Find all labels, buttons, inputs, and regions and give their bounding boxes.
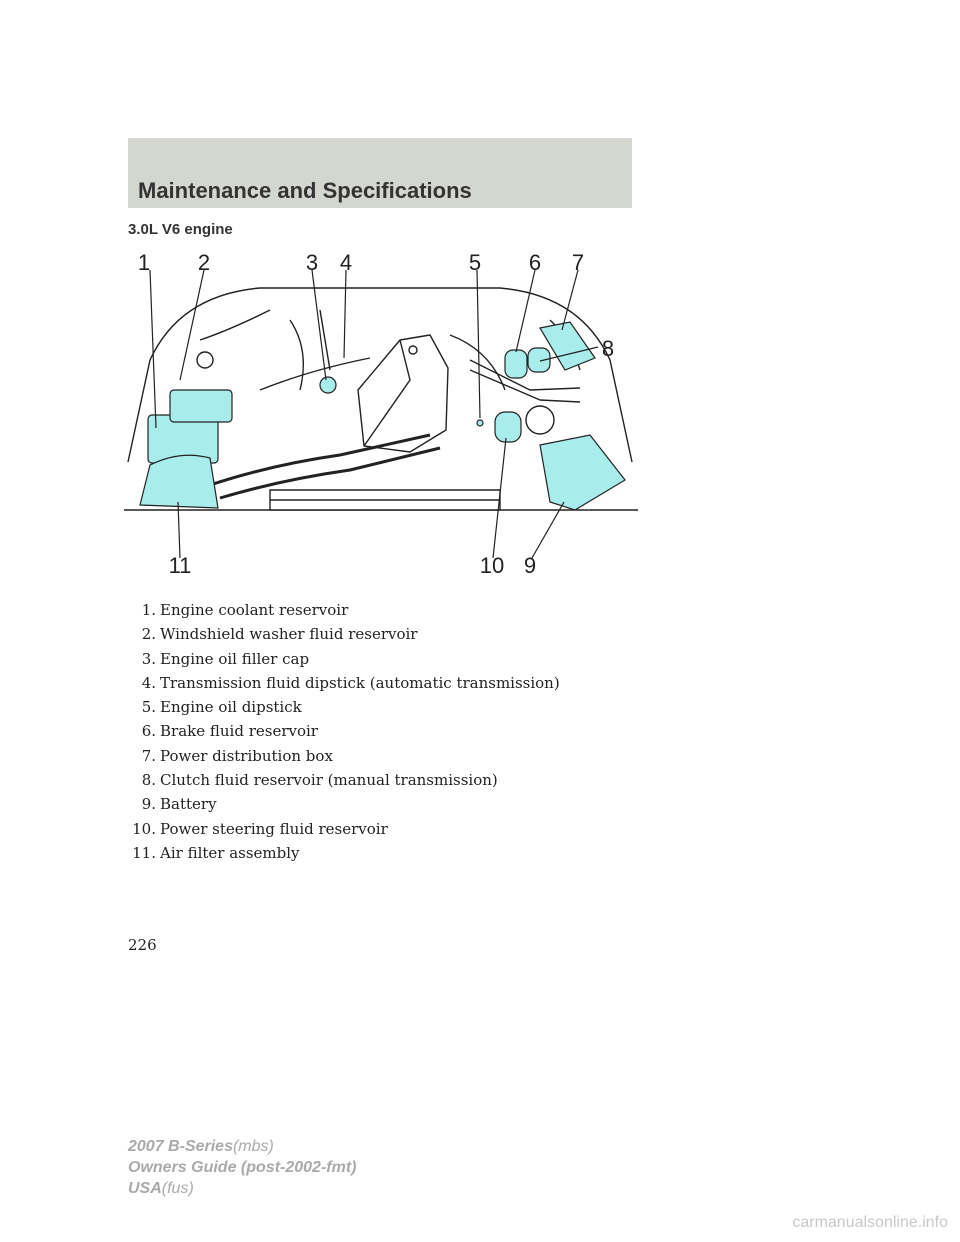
callout-5: 5	[468, 250, 482, 275]
callout-10: 10	[479, 553, 505, 578]
dipstick-handle-shape	[477, 420, 483, 426]
page-number: 226	[128, 936, 157, 954]
callout-3: 3	[305, 250, 319, 275]
clutch-reservoir-shape	[528, 348, 550, 372]
washer-reservoir-shape	[170, 390, 232, 422]
footer-guide: Owners Guide (post-2002-fmt)	[128, 1159, 357, 1176]
callout-1: 1	[137, 250, 151, 275]
callout-8: 8	[601, 336, 615, 361]
footer-market: USA	[128, 1180, 162, 1197]
watermark: carmanualsonline.info	[792, 1214, 948, 1231]
legend-item: 2. Windshield washer fluid reservoir	[141, 625, 418, 644]
brake-reservoir-shape	[505, 350, 527, 378]
callout-7: 7	[571, 250, 585, 275]
page-title: Maintenance and Specifications	[138, 178, 472, 203]
document-footer	[128, 1136, 356, 1199]
footer-model-code: (mbs)	[232, 1138, 274, 1155]
callout-9: 9	[523, 553, 537, 578]
power-steering-shape	[495, 412, 521, 442]
component-legend	[128, 598, 688, 865]
oil-filler-cap-shape	[320, 377, 336, 393]
callout-2: 2	[197, 250, 211, 275]
legend-item: 11. Air filter assembly	[132, 843, 300, 862]
legend-item: 1. Engine coolant reservoir	[141, 601, 349, 619]
callout-4: 4	[339, 250, 353, 275]
callout-6: 6	[528, 250, 542, 275]
legend-item: 3. Engine oil filler cap	[141, 649, 310, 668]
legend-item: 9. Battery	[141, 795, 217, 814]
legend-item: 10. Power steering fluid reservoir	[132, 819, 388, 838]
legend-item: 7. Power distribution box	[141, 746, 333, 765]
legend-item: 5. Engine oil dipstick	[141, 698, 302, 717]
battery-shape	[540, 435, 625, 510]
callout-11: 11	[168, 553, 192, 578]
section-subtitle: 3.0L V6 engine	[128, 221, 233, 238]
legend-item: 8. Clutch fluid reservoir (manual transmission)	[141, 771, 498, 790]
footer-market-code: (fus)	[161, 1180, 194, 1197]
legend-item: 6. Brake fluid reservoir	[141, 722, 318, 741]
engine-compartment-diagram	[110, 240, 650, 585]
footer-model: 2007 B-Series	[128, 1138, 233, 1155]
legend-item: 4. Transmission fluid dipstick (automatic transmission)	[141, 673, 560, 692]
